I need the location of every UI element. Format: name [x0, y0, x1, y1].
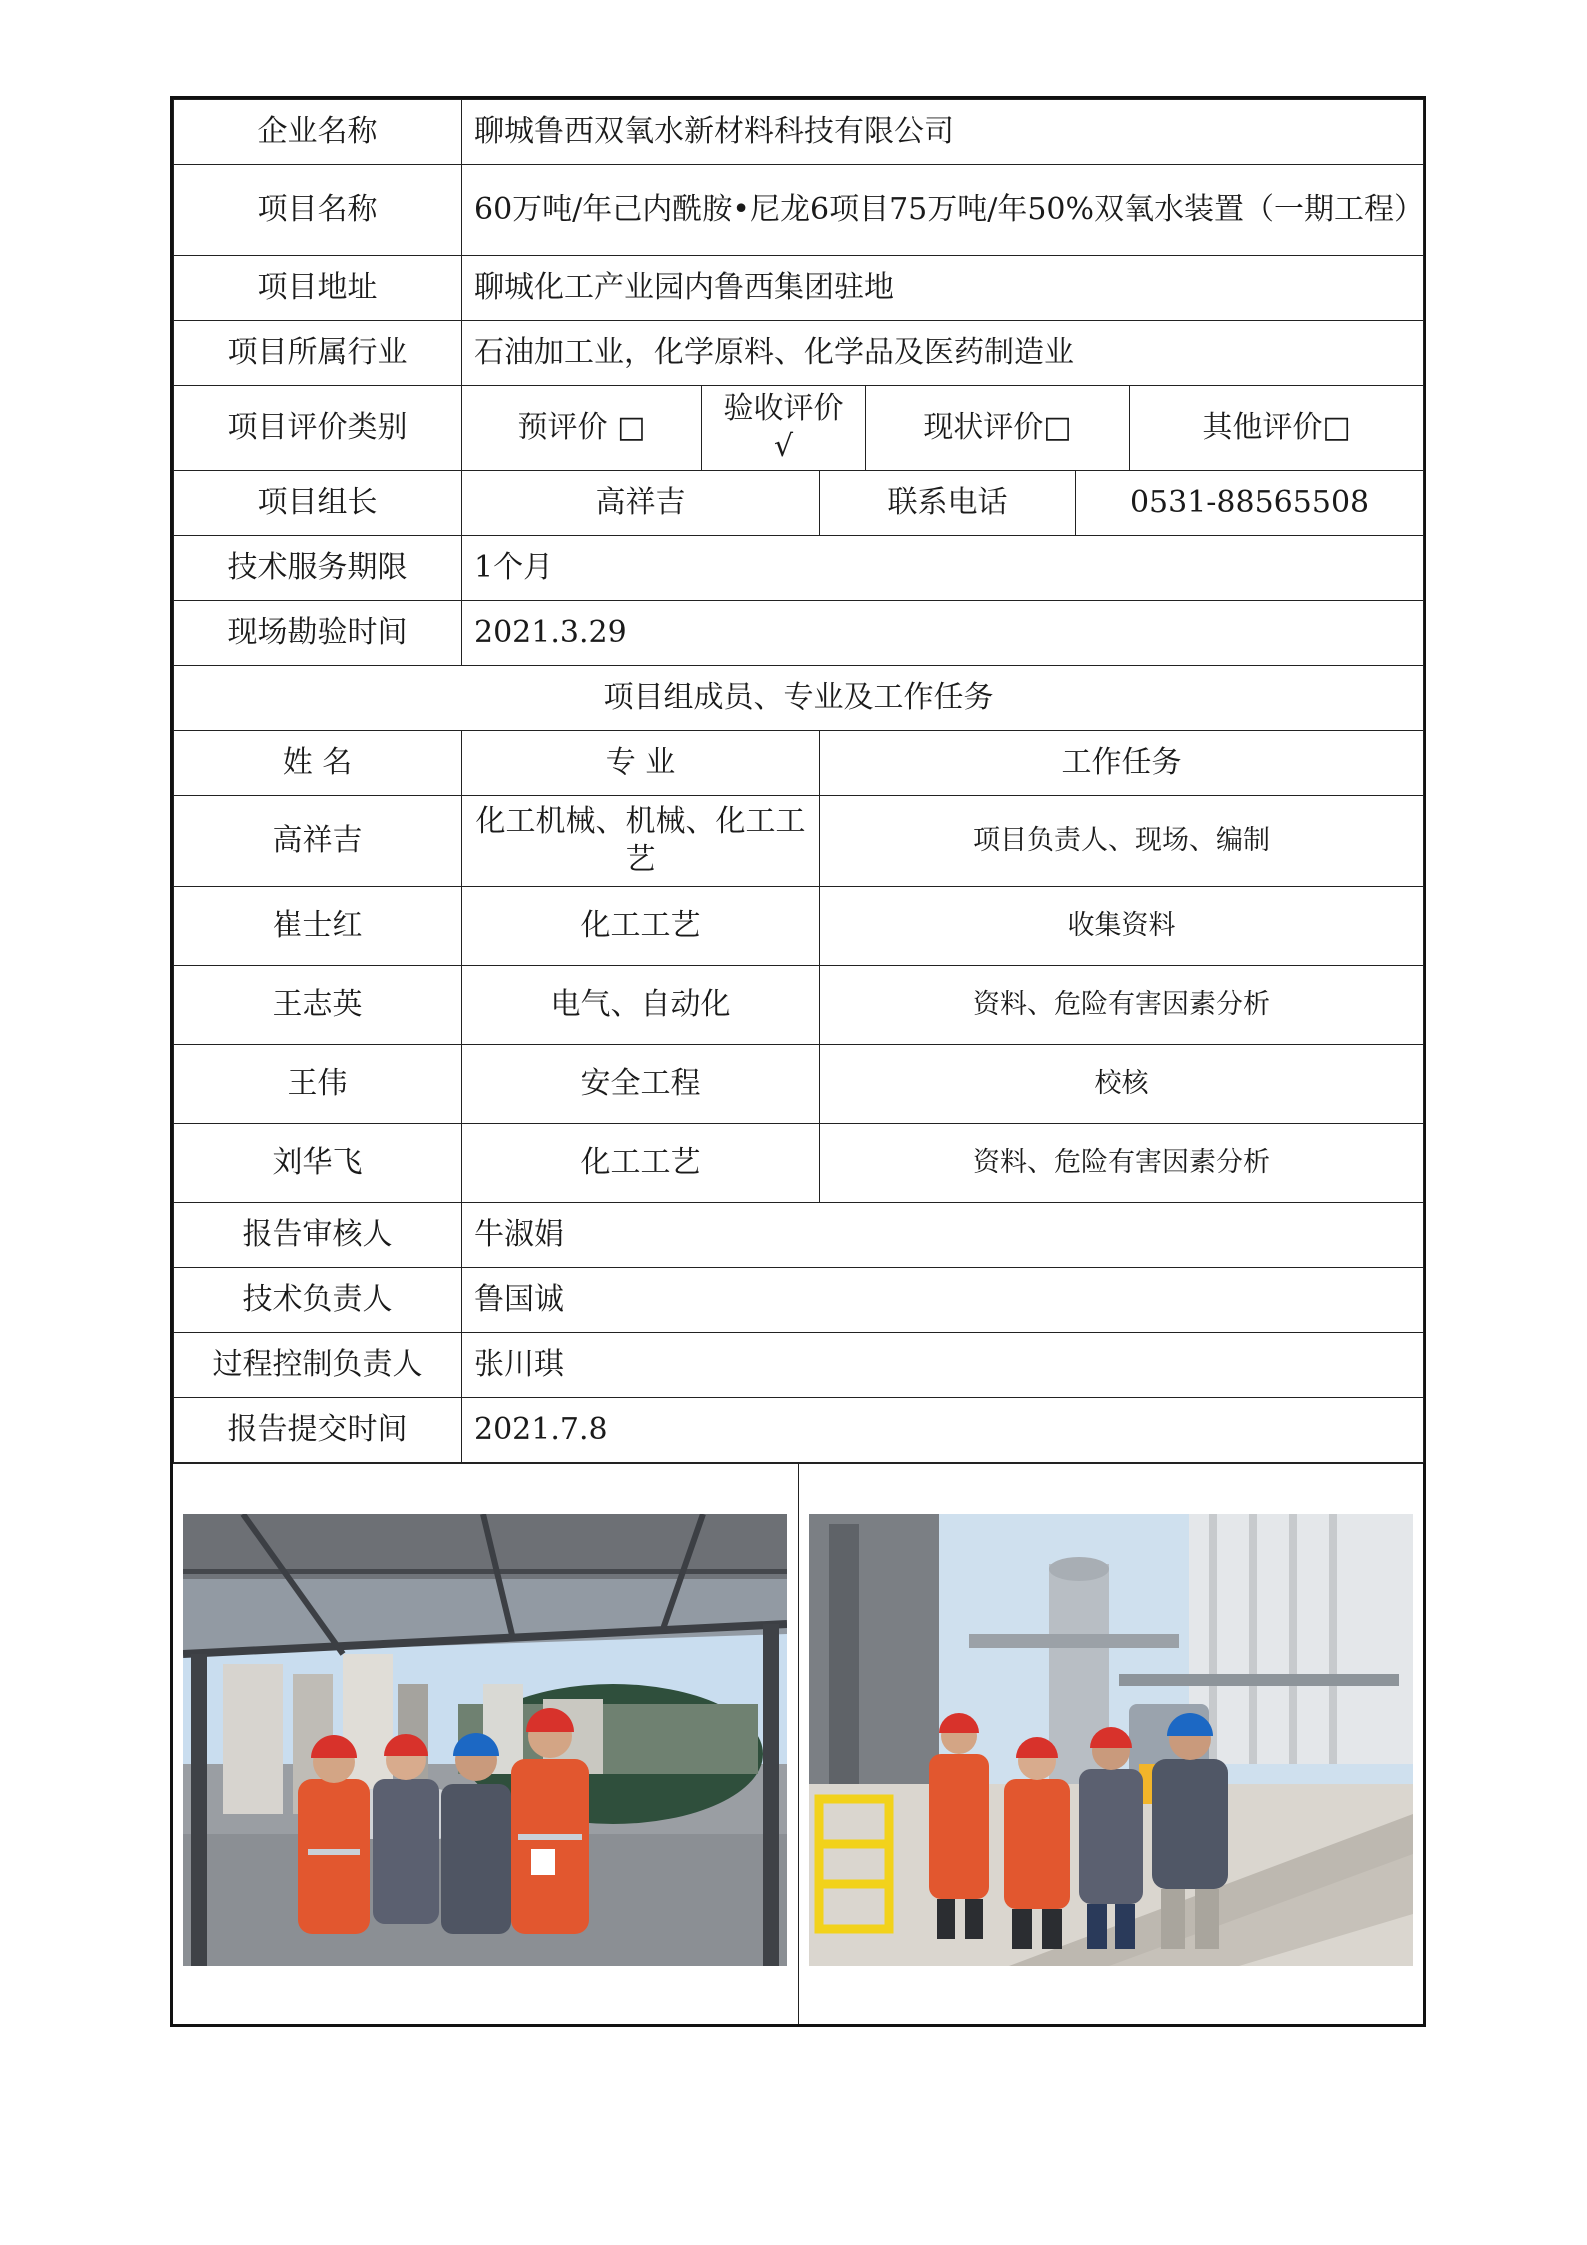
company-value: 聊城鲁西双氧水新材料科技有限公司 [462, 100, 1424, 165]
submit-date-row [174, 1398, 1424, 1463]
member-major: 安全工程 [462, 1045, 820, 1124]
industry-row [174, 321, 1424, 386]
team-member-row [174, 887, 1424, 966]
team-section-row [174, 666, 1424, 731]
leader-value: 高祥吉 [462, 471, 820, 536]
phone-value: 0531-88565508 [1076, 471, 1424, 536]
submit-date-value: 2021.7.8 [462, 1398, 1424, 1463]
eval-type-label: 项目评价类别 [174, 386, 462, 471]
address-value: 聊城化工产业园内鲁西集团驻地 [462, 256, 1424, 321]
industry-value: 石油加工业，化学原料、化学品及医药制造业 [462, 321, 1424, 386]
project-row [174, 165, 1424, 256]
team-member-row [174, 966, 1424, 1045]
team-member-row [174, 796, 1424, 887]
member-task: 资料、危险有害因素分析 [820, 1124, 1424, 1203]
survey-label: 现场勘验时间 [174, 601, 462, 666]
project-value: 60万吨/年己内酰胺•尼龙6项目75万吨/年50%双氧水装置（一期工程） [462, 165, 1424, 256]
survey-value: 2021.3.29 [462, 601, 1424, 666]
process-control-row [174, 1333, 1424, 1398]
site-photo-plant-image [809, 1514, 1413, 1966]
member-task: 校核 [820, 1045, 1424, 1124]
member-task: 资料、危险有害因素分析 [820, 966, 1424, 1045]
address-row [174, 256, 1424, 321]
leader-row [174, 471, 1424, 536]
period-row [174, 536, 1424, 601]
period-label: 技术服务期限 [174, 536, 462, 601]
member-major: 化工工艺 [462, 887, 820, 966]
address-label: 项目地址 [174, 256, 462, 321]
industry-label: 项目所属行业 [174, 321, 462, 386]
eval-option-other: 其他评价□ [1130, 386, 1424, 471]
eval-option-status: 现状评价□ [866, 386, 1130, 471]
member-name: 王志英 [174, 966, 462, 1045]
eval-option-acceptance: 验收评价 √ [702, 386, 866, 471]
photo-cell-right [798, 1464, 1424, 2024]
member-name: 高祥吉 [174, 796, 462, 887]
submit-date-label: 报告提交时间 [174, 1398, 462, 1463]
leader-label: 项目组长 [174, 471, 462, 536]
eval-type-row [174, 386, 1424, 471]
process-control-value: 张川琪 [462, 1333, 1424, 1398]
member-name: 王伟 [174, 1045, 462, 1124]
site-photo-canopy-image [183, 1514, 787, 1966]
site-photo-plant [809, 1514, 1413, 1966]
team-section-title: 项目组成员、专业及工作任务 [174, 666, 1424, 731]
tech-lead-label: 技术负责人 [174, 1268, 462, 1333]
company-label: 企业名称 [174, 100, 462, 165]
photo-cell-left [173, 1464, 798, 2024]
site-photo-canopy [183, 1514, 787, 1966]
member-task: 收集资料 [820, 887, 1424, 966]
team-header-name: 姓 名 [174, 731, 462, 796]
team-header-task: 工作任务 [820, 731, 1424, 796]
phone-label: 联系电话 [820, 471, 1076, 536]
member-task: 项目负责人、现场、编制 [820, 796, 1424, 887]
tech-lead-row [174, 1268, 1424, 1333]
member-name: 崔士红 [174, 887, 462, 966]
team-header-major: 专 业 [462, 731, 820, 796]
team-member-row [174, 1045, 1424, 1124]
evaluation-form [170, 96, 1426, 2027]
reviewer-row [174, 1203, 1424, 1268]
company-row [174, 100, 1424, 165]
member-major: 电气、自动化 [462, 966, 820, 1045]
process-control-label: 过程控制负责人 [174, 1333, 462, 1398]
info-table [173, 99, 1424, 1463]
project-label: 项目名称 [174, 165, 462, 256]
member-major: 化工机械、机械、化工工艺 [462, 796, 820, 887]
team-member-row [174, 1124, 1424, 1203]
survey-row [174, 601, 1424, 666]
eval-option-pre: 预评价 □ [462, 386, 702, 471]
reviewer-value: 牛淑娟 [462, 1203, 1424, 1268]
reviewer-label: 报告审核人 [174, 1203, 462, 1268]
member-major: 化工工艺 [462, 1124, 820, 1203]
period-value: 1个月 [462, 536, 1424, 601]
tech-lead-value: 鲁国诚 [462, 1268, 1424, 1333]
site-photos [173, 1463, 1423, 2024]
team-header-row [174, 731, 1424, 796]
member-name: 刘华飞 [174, 1124, 462, 1203]
